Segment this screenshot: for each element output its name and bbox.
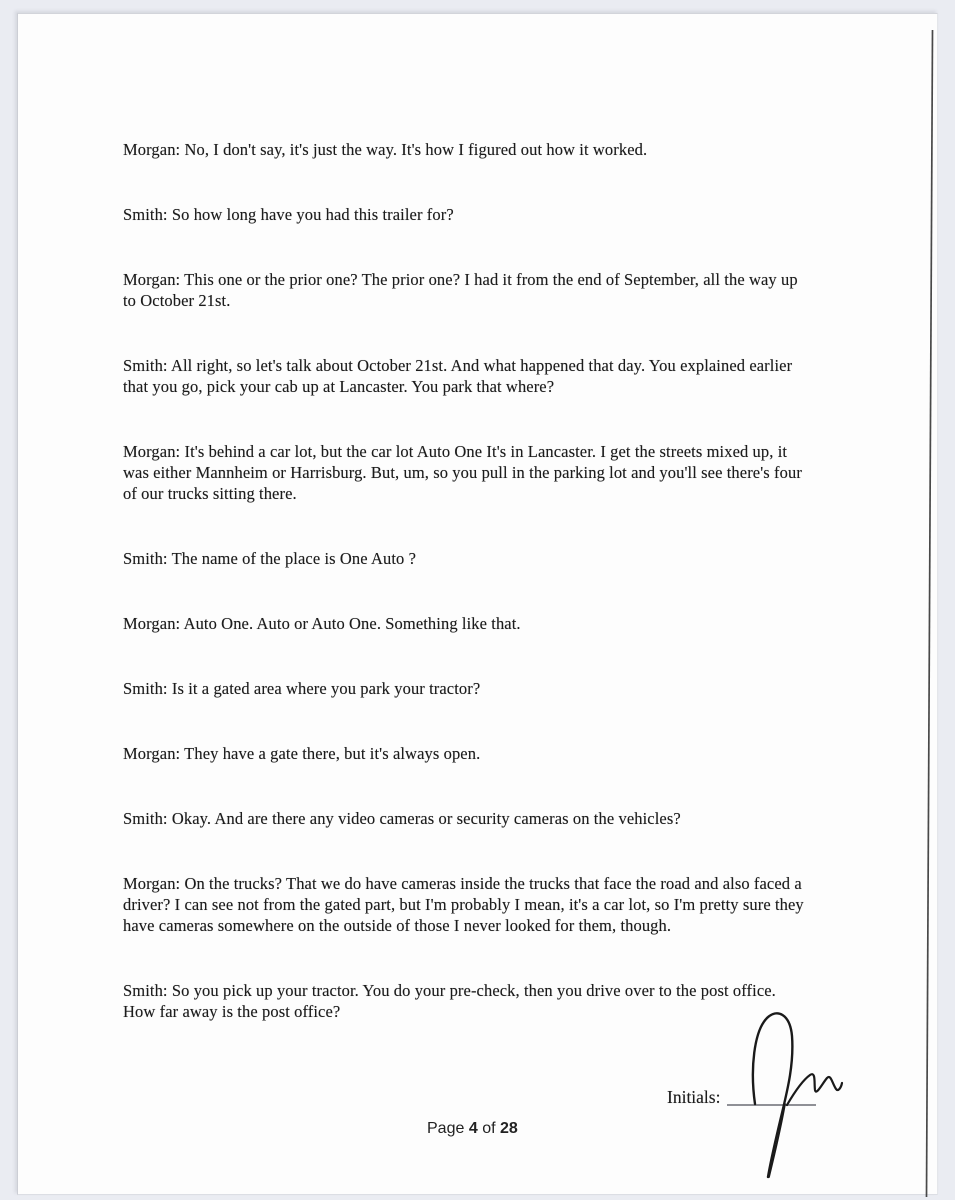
dialogue-paragraph: [123, 269, 809, 311]
utterance-text: So how long have you had this trailer for?: [171, 205, 454, 224]
speaker-name: Smith:: [123, 809, 168, 828]
speaker-name: Morgan:: [123, 140, 181, 159]
signature-squiggle-stroke: [787, 1074, 842, 1105]
footer-total-pages: 28: [499, 1120, 518, 1137]
utterance-text: So you pick up your tractor. You do your pre-check, then you drive over to the post office. How far away is the post office?: [123, 981, 776, 1021]
utterance-text: No, I don't say, it's just the way. It's how I figured out how it worked.: [184, 140, 648, 159]
dialogue-paragraph: [123, 139, 809, 160]
utterance-text: This one or the prior one? The prior one? I had it from the end of September, all the way up to October 21st.: [123, 270, 798, 310]
footer-page-number: 4: [468, 1120, 478, 1137]
initials-label: Initials:: [667, 1087, 721, 1107]
dialogue-paragraph: [123, 873, 809, 936]
footer-of-word: of: [482, 1120, 496, 1137]
utterance-text: All right, so let's talk about October 21st. And what happened that day. You explained earlier that you go, pick your cab up at Lancaster. You park that where?: [123, 356, 793, 396]
speaker-name: Morgan:: [123, 442, 181, 461]
utterance-text: On the trucks? That we do have cameras inside the trucks that face the road and also faced a driver? I can see not from the gated part, but I'm probably I mean, it's a car lot, so I'm pretty sure they have cameras somewhere on the outside of those I never looked for them, though.: [123, 874, 804, 935]
speaker-name: Morgan:: [123, 614, 181, 633]
dialogue-paragraph: [123, 678, 809, 699]
speaker-name: Morgan:: [123, 270, 181, 289]
dialogue-paragraph: [123, 548, 809, 569]
page-number-footer: [427, 1120, 518, 1138]
utterance-text: Auto One. Auto or Auto One. Something like that.: [183, 614, 521, 633]
dialogue-paragraph: [123, 355, 809, 397]
dialogue-paragraph: [123, 441, 809, 504]
speaker-name: Morgan:: [123, 744, 181, 763]
utterance-text: The name of the place is One Auto ?: [171, 549, 417, 568]
handwritten-initials-signature: [731, 1001, 871, 1200]
utterance-text: They have a gate there, but it's always open.: [184, 744, 481, 763]
transcript-body: [123, 139, 809, 1066]
footer-page-word: Page: [427, 1120, 465, 1137]
speaker-name: Smith:: [123, 549, 168, 568]
speaker-name: Smith:: [123, 981, 168, 1000]
speaker-name: Smith:: [123, 356, 168, 375]
utterance-text: Okay. And are there any video cameras or security cameras on the vehicles?: [171, 809, 681, 828]
speaker-name: Smith:: [123, 679, 168, 698]
speaker-name: Morgan:: [123, 874, 181, 893]
dialogue-paragraph: [123, 980, 809, 1022]
dialogue-paragraph: [123, 808, 809, 829]
dialogue-paragraph: [123, 613, 809, 634]
dialogue-paragraph: [123, 743, 809, 764]
utterance-text: It's behind a car lot, but the car lot Auto One It's in Lancaster. I get the streets mixed up, it was either Mannheim or Harrisburg. But, um, so you pull in the parking lot and you'll see there's four of our trucks sitting there.: [123, 442, 802, 503]
document-page: [17, 13, 938, 1195]
speaker-name: Smith:: [123, 205, 168, 224]
utterance-text: Is it a gated area where you park your tractor?: [171, 679, 481, 698]
signature-loop-stroke: [753, 1013, 792, 1177]
signature-descender-stroke: [769, 1104, 785, 1177]
dialogue-paragraph: [123, 204, 809, 225]
